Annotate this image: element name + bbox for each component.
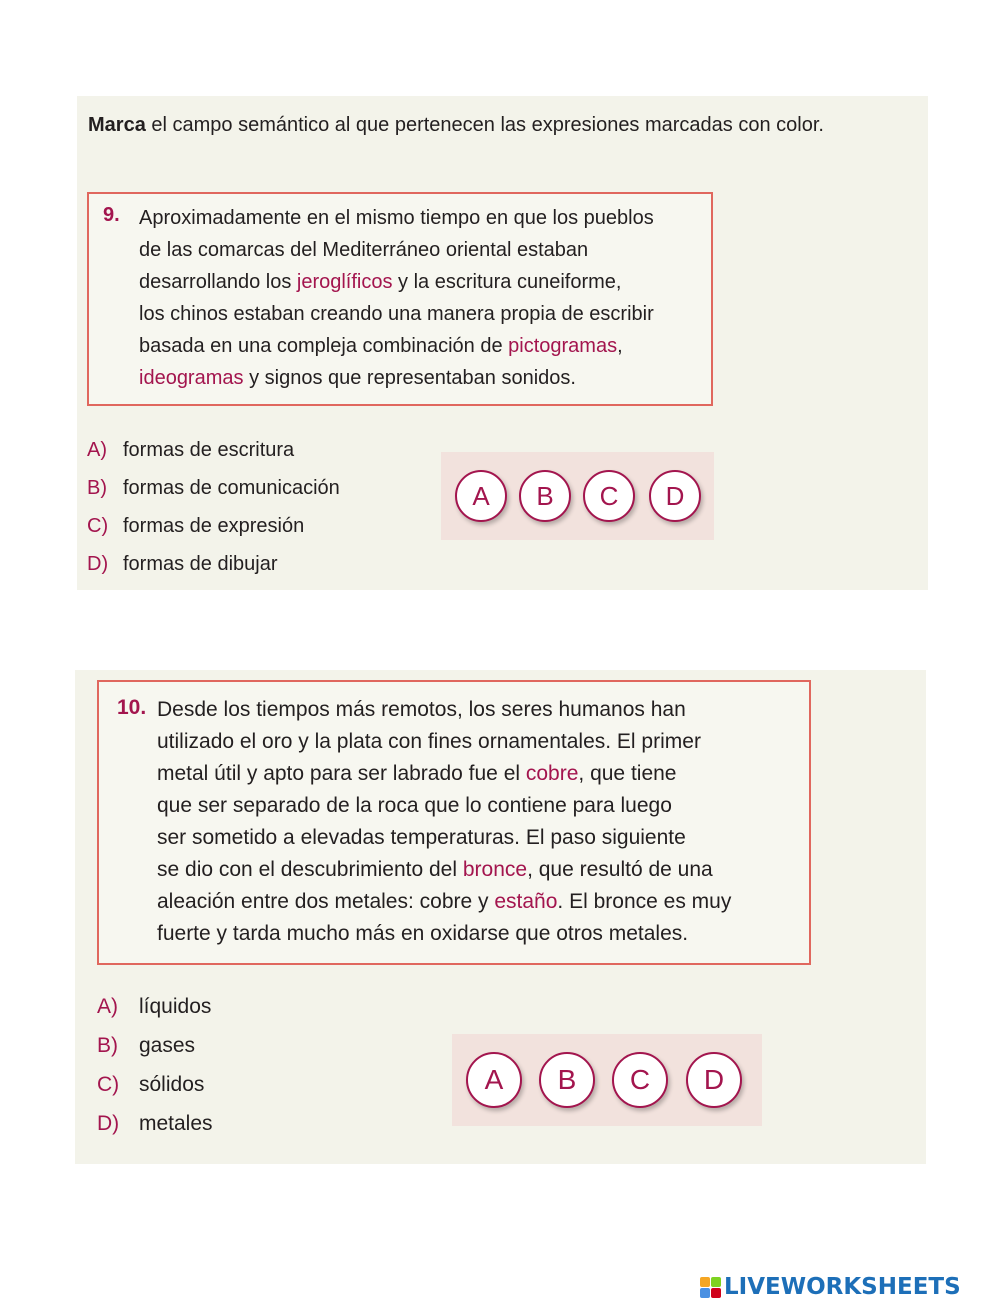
passage-segment: los chinos estaban creando una manera propia de escribir <box>139 303 654 325</box>
option-letter: A) <box>87 439 107 461</box>
highlighted-term: cobre <box>525 762 579 785</box>
question-10-panel <box>75 670 926 1164</box>
instruction-text <box>88 112 824 138</box>
passage-segment: Desde los tiempos más remotos, los seres humanos han <box>157 698 686 721</box>
option-item <box>97 990 213 1029</box>
option-item <box>97 1029 213 1068</box>
option-letter: D) <box>97 1112 120 1135</box>
option-letter: B) <box>97 1034 118 1057</box>
passage-line <box>157 822 731 854</box>
liveworksheets-logo-icon <box>700 1277 720 1297</box>
option-item <box>97 1068 213 1107</box>
option-text: gases <box>139 1034 196 1057</box>
option-item <box>87 510 340 548</box>
option-text: formas de escritura <box>123 439 295 461</box>
passage-box-9 <box>87 192 713 406</box>
option-letter: A) <box>97 995 118 1018</box>
option-text: formas de dibujar <box>123 553 278 575</box>
passage-line <box>139 202 654 234</box>
answer-choices-9 <box>441 452 714 540</box>
logo-square <box>711 1277 721 1287</box>
passage-segment: basada en una compleja combinación de <box>139 335 509 357</box>
passage-segment: metal útil y apto para ser labrado fue el <box>157 762 526 785</box>
options-list-9 <box>87 434 340 586</box>
options-list-10 <box>97 990 213 1146</box>
option-item <box>87 548 340 586</box>
passage-segment: , <box>617 335 623 357</box>
option-item <box>87 472 340 510</box>
logo-square <box>700 1288 710 1298</box>
option-text: formas de expresión <box>123 515 305 537</box>
option-letter: C) <box>87 515 109 537</box>
passage-line <box>157 918 731 950</box>
passage-segment: . El bronce es muy <box>557 890 732 913</box>
passage-segment: utilizado el oro y la plata con fines ornamentales. El primer <box>157 730 701 753</box>
passage-text <box>157 694 731 950</box>
question-number: 9. <box>103 204 120 226</box>
passage-segment: , que resultó de una <box>527 858 713 881</box>
question-number: 10. <box>117 696 147 719</box>
option-text: metales <box>139 1112 213 1135</box>
answer-b-button[interactable]: B <box>539 1052 595 1108</box>
passage-segment: y la escritura cuneiforme, <box>392 271 622 293</box>
answer-d-button[interactable]: D <box>649 470 701 522</box>
option-letter: C) <box>97 1073 120 1096</box>
option-text: sólidos <box>139 1073 205 1096</box>
answer-a-button[interactable]: A <box>466 1052 522 1108</box>
passage-segment: que ser separado de la roca que lo contiene para luego <box>157 794 672 817</box>
logo-square <box>700 1277 710 1287</box>
passage-line <box>139 266 654 298</box>
passage-segment: , que tiene <box>578 762 677 785</box>
passage-segment: y signos que representaban sonidos. <box>243 367 576 389</box>
instruction-bold: Marca <box>88 114 146 136</box>
passage-line <box>157 726 731 758</box>
option-item <box>97 1107 213 1146</box>
answer-b-button[interactable]: B <box>519 470 571 522</box>
passage-line <box>157 694 731 726</box>
option-text: formas de comunicación <box>123 477 340 499</box>
passage-segment: fuerte y tarda mucho más en oxidarse que otros metales. <box>157 922 689 945</box>
passage-segment: se dio con el descubrimiento del <box>157 858 463 881</box>
brand-name: LIVEWORKSHEETS <box>724 1274 961 1300</box>
answer-c-button[interactable]: C <box>612 1052 668 1108</box>
highlighted-term: ideogramas <box>139 367 244 389</box>
liveworksheets-brand[interactable] <box>700 1273 961 1301</box>
option-letter: B) <box>87 477 107 499</box>
passage-line <box>157 758 731 790</box>
highlighted-term: bronce <box>462 858 528 881</box>
answer-c-button[interactable]: C <box>583 470 635 522</box>
passage-line <box>139 298 654 330</box>
passage-segment: Aproximadamente en el mismo tiempo en que los pueblos <box>139 207 654 229</box>
passage-segment: ser sometido a elevadas temperaturas. El paso siguiente <box>157 826 686 849</box>
option-item <box>87 434 340 472</box>
passage-segment: desarrollando los <box>139 271 297 293</box>
question-9-panel <box>77 96 928 590</box>
logo-square <box>711 1288 721 1298</box>
passage-line <box>139 330 654 362</box>
passage-line <box>157 790 731 822</box>
passage-segment: aleación entre dos metales: cobre y <box>157 890 495 913</box>
answer-choices-10 <box>452 1034 762 1126</box>
answer-a-button[interactable]: A <box>455 470 507 522</box>
highlighted-term: jeroglíficos <box>296 271 393 293</box>
option-text: líquidos <box>139 995 212 1018</box>
passage-text <box>139 202 654 394</box>
passage-line <box>139 234 654 266</box>
passage-line <box>157 886 731 918</box>
option-letter: D) <box>87 553 109 575</box>
passage-box-10 <box>97 680 811 965</box>
instruction-rest: el campo semántico al que pertenecen las expresiones marcadas con color. <box>145 114 824 136</box>
passage-segment: de las comarcas del Mediterráneo oriental estaban <box>139 239 589 261</box>
answer-d-button[interactable]: D <box>686 1052 742 1108</box>
passage-line <box>139 362 654 394</box>
highlighted-term: pictogramas <box>508 335 618 357</box>
passage-line <box>157 854 731 886</box>
highlighted-term: estaño <box>494 890 558 913</box>
